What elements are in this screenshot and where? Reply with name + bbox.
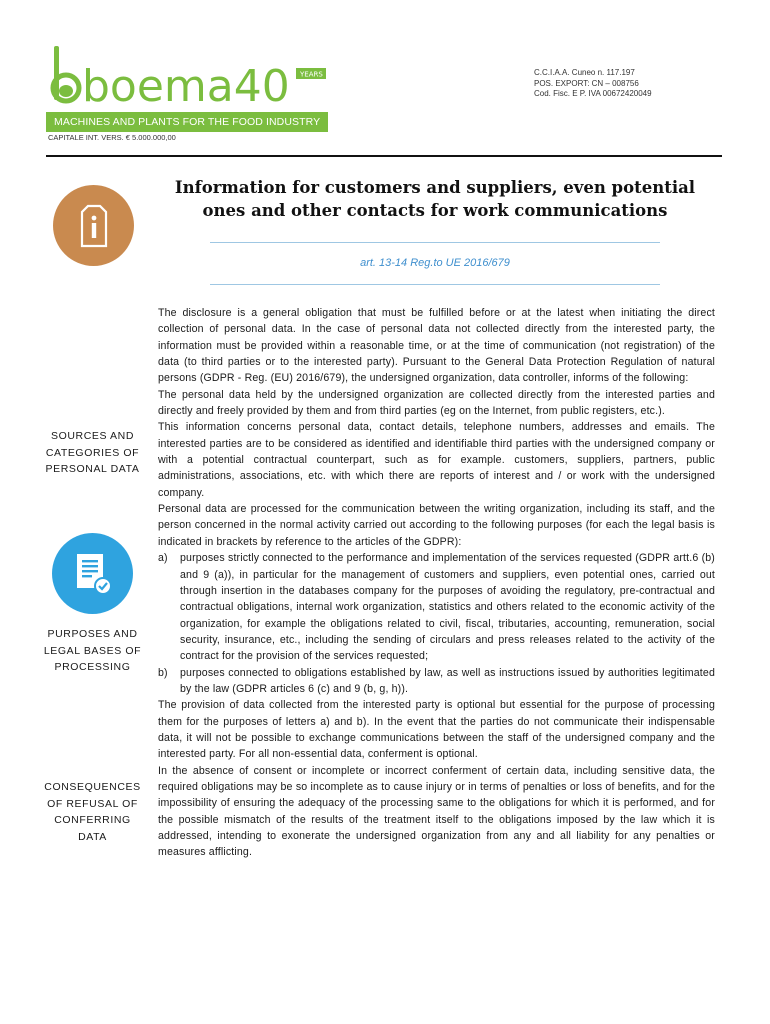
document-title <box>150 176 720 222</box>
categories-paragraph: This information concerns personal data, contact details, telephone numbers, addresses and emails. The interested parties are to be considered as identified and identifiable third parties with the undersigned company or with a potential contractual counterpart, such as for example. customers, suppliers, partners, public administrations, associations, etc. with which there are reports of interest and / or work with the undersigned company. <box>158 421 715 499</box>
side-label-purposes <box>30 626 155 676</box>
capital-statement: CAPITALE INT. VERS. € 5.000.000,00 <box>48 133 176 142</box>
purpose-item-a <box>158 550 715 664</box>
side-label-line: CONFERRING <box>54 814 131 826</box>
side-label-consequences <box>30 779 155 845</box>
company-export-code: POS. EXPORT: CN – 008756 <box>534 78 639 88</box>
side-label-sources <box>30 428 155 478</box>
info-icon <box>53 185 134 266</box>
logo-wordmark <box>46 44 336 108</box>
intro-paragraph: The disclosure is a general obligation that must be fulfilled before or at the latest when initiating the direct collection of personal data. In the case of personal data not collected directly from the interested party, the information must be provided within a reasonable time, or at the time of communication (not registration) of the data (to third parties or to the interested party). Pursuant to the General Data Protection Regulation of natural persons (GDPR - Reg. (EU) 2016/679), the undersigned organization, data controller, informs of the following: <box>158 307 715 385</box>
consequences-paragraph: The provision of data collected from the interested party is optional but essential for the purpose of processing them for the purposes of letters a) and b). In the event that the parties do not communicate their indispensable data, it will not be possible to exchange communications between the staff of the undersigned company and the interested party. For all non-essential data, conferment is optional. <box>158 699 715 761</box>
side-label-line: CATEGORIES OF <box>45 446 140 459</box>
list-item-text: purposes connected to obligations established by law, as well as instructions issued by authorities legitimated by the law (GDPR articles 6 (c) and 9 (b, g, h)). <box>180 666 715 695</box>
logo-banner: MACHINES AND PLANTS FOR THE FOOD INDUSTRY <box>46 112 328 132</box>
list-item-text: purposes strictly connected to the performance and implementation of the services requested (GDPR artt.6 (b) and 9 (a)), in particular for the management of customers and suppliers, even potential ones, carried out through insertion in the databases company for the purposes of avoiding the regulatory, pre-contractual and contractual obligations, internal work organization, statistics and others related to the economic activity of the organization, for example the obligations related to civil, fiscal, tributaries, accounting, remuneration, social security, insurance, etc., including the sending of circulars and press releases related to the activity of the contract for the provision of the services requested; <box>180 552 715 663</box>
side-label-line: LEGAL BASES OF <box>43 644 142 657</box>
side-label-line: PURPOSES AND <box>47 628 138 640</box>
side-label-line: OF REFUSAL OF <box>47 797 138 810</box>
company-logo <box>46 44 336 132</box>
header-divider <box>46 155 722 157</box>
side-label-line: CONSEQUENCES <box>44 781 141 793</box>
document-title-line-1: Information for customers and suppliers, even potential <box>174 178 696 197</box>
company-registry: C.C.I.A.A. Cuneo n. 117.197 <box>534 68 635 77</box>
document-subtitle: art. 13-14 Reg.to UE 2016/679 <box>360 257 510 269</box>
consequences-paragraph-2: In the absence of consent or incomplete or incorrect conferment of certain data, including sensitive data, the required obligations may be so incomplete as to cause injury or in terms of penalties or loss of benefits, and for the impossibility of ensuring the adequacy of the processing same to the obligations for which it is performed, and for the possible mismatch of the results of the treatment itself to the obligations imposed by the law which it is addressed, intending to exonerate the undersigned organization from any and all liability for any penalties or measures afflicting. <box>158 764 715 859</box>
sources-paragraph: The personal data held by the undersigned organization are collected directly from the interested parties and directly and freely provided by them and from third parties (eg on the Internet, from public registers, etc.). <box>158 388 715 418</box>
logo-years: YEARS <box>300 70 323 79</box>
document-check-icon <box>52 533 133 614</box>
list-marker: a) <box>158 552 168 565</box>
list-marker: b) <box>158 666 168 679</box>
title-divider-top <box>210 242 660 243</box>
logo-text: boema40 <box>82 61 290 108</box>
company-info <box>534 68 652 100</box>
company-vat: Cod. Fisc. E P. IVA 00672420049 <box>534 89 652 98</box>
side-label-line: SOURCES AND <box>50 430 135 442</box>
purpose-item-b <box>158 665 715 698</box>
purposes-paragraph: Personal data are processed for the communication between the writing organization, including its staff, and the person concerned in the normal activity carried out according to the following purposes (for each the legal basis is indicated in brackets by reference to the articles of the GDPR): <box>158 503 715 548</box>
title-divider-bottom <box>210 284 660 285</box>
document-title-line-2: ones and other contacts for work communications <box>202 201 668 220</box>
side-label-line: PROCESSING <box>54 661 131 673</box>
side-label-line: PERSONAL DATA <box>45 463 140 475</box>
document-body <box>158 305 715 861</box>
side-label-line: DATA <box>78 830 107 843</box>
